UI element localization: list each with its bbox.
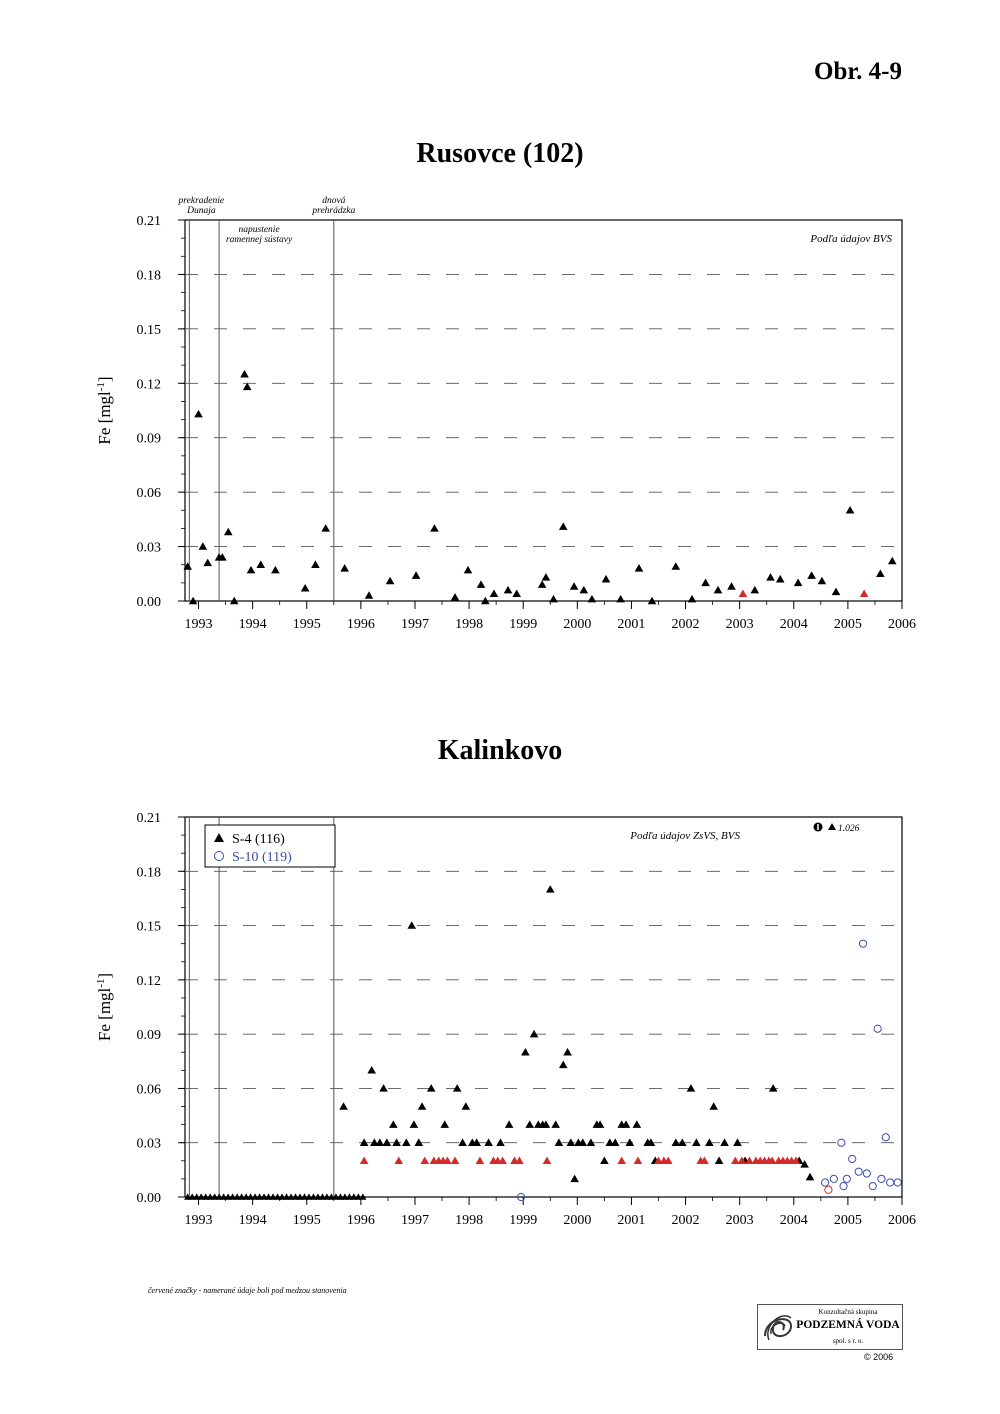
y-tick-label: 0.06 <box>136 486 161 502</box>
x-tick-label: 1998 <box>455 617 484 632</box>
data-point-triangle <box>563 1048 572 1056</box>
data-point-triangle <box>600 1157 609 1165</box>
data-point-triangle <box>430 524 439 532</box>
y-tick-label: 0.06 <box>136 1082 161 1098</box>
data-point-triangle <box>243 383 252 391</box>
data-point-triangle <box>394 1157 403 1165</box>
data-point-triangle <box>496 1138 505 1146</box>
chart-rusovce <box>0 190 1000 660</box>
data-point-triangle <box>340 564 349 572</box>
data-point-triangle <box>678 1138 687 1146</box>
data-point-triangle <box>617 1157 626 1165</box>
data-point-circle <box>894 1179 901 1186</box>
data-point-triangle <box>194 410 203 418</box>
x-tick-label: 1994 <box>238 617 267 632</box>
y-tick-label: 0.09 <box>136 431 161 447</box>
data-point-triangle <box>559 522 568 530</box>
data-point-triangle <box>751 586 760 594</box>
data-point-triangle <box>692 1138 701 1146</box>
data-point-triangle <box>860 589 869 597</box>
data-point-triangle <box>551 1120 560 1128</box>
data-point-triangle <box>224 528 233 536</box>
data-point-triangle <box>360 1138 369 1146</box>
data-point-triangle <box>626 1138 635 1146</box>
data-point-circle <box>882 1134 889 1141</box>
x-tick-label: 1993 <box>184 1213 213 1228</box>
data-point-triangle <box>301 584 310 592</box>
data-point-triangle <box>611 1138 620 1146</box>
data-point-circle <box>874 1025 881 1032</box>
data-point-triangle <box>570 1175 579 1183</box>
data-point-triangle <box>339 1102 348 1110</box>
x-tick-label: 1999 <box>509 617 538 632</box>
data-point-triangle <box>876 569 885 577</box>
legend-label: S-4 (116) <box>232 832 285 847</box>
x-tick-label: 2001 <box>617 1213 646 1228</box>
data-point-triangle <box>538 580 547 588</box>
data-point-triangle <box>311 560 320 568</box>
data-point-triangle <box>727 582 736 590</box>
event-label: Dunaja <box>187 206 216 216</box>
y-tick-label: 0.03 <box>136 540 161 556</box>
data-point-triangle <box>386 577 395 585</box>
chart-kalinkovo <box>0 800 1000 1250</box>
data-point-triangle <box>367 1066 376 1074</box>
data-point-triangle <box>247 566 256 574</box>
x-tick-label: 2002 <box>671 1213 700 1228</box>
data-point-triangle <box>555 1138 564 1146</box>
data-point-triangle <box>451 593 460 601</box>
data-point-triangle <box>402 1138 411 1146</box>
data-point-triangle <box>360 1157 369 1165</box>
data-point-triangle <box>687 1084 696 1092</box>
data-point-triangle <box>549 595 558 603</box>
data-point-triangle <box>530 1030 539 1038</box>
data-point-triangle <box>414 1138 423 1146</box>
data-point-triangle <box>521 1048 530 1056</box>
x-tick-label: 1993 <box>184 617 213 632</box>
data-point-triangle <box>512 589 521 597</box>
data-point-triangle <box>705 1138 714 1146</box>
offscale-value: 1.026 <box>838 824 860 834</box>
data-point-circle <box>859 940 866 947</box>
event-label: napustenie <box>238 225 280 235</box>
plot-frame <box>185 220 902 601</box>
data-point-triangle <box>440 1120 449 1128</box>
plot-frame <box>185 817 902 1197</box>
x-tick-label: 1996 <box>346 617 375 632</box>
x-tick-label: 2002 <box>671 617 700 632</box>
data-point-circle <box>855 1168 862 1175</box>
data-point-triangle <box>462 1102 471 1110</box>
chart-title-kalinkovo: Kalinkovo <box>437 735 563 766</box>
data-point-triangle <box>410 1120 419 1128</box>
y-tick-label: 0.09 <box>136 1028 161 1044</box>
legend-label: S-10 (119) <box>232 850 292 865</box>
x-tick-label: 2005 <box>833 617 862 632</box>
x-tick-label: 2004 <box>779 1213 808 1228</box>
data-point-triangle <box>418 1102 427 1110</box>
data-point-triangle <box>635 564 644 572</box>
data-point-triangle <box>464 566 473 574</box>
data-point-triangle <box>714 586 723 594</box>
data-point-triangle <box>602 575 611 583</box>
data-point-triangle <box>634 1157 643 1165</box>
event-label: ramennej sústavy <box>225 235 293 245</box>
data-point-circle <box>886 1179 893 1186</box>
data-point-circle <box>878 1175 885 1182</box>
company-logo <box>757 1304 903 1350</box>
data-point-triangle <box>588 595 597 603</box>
y-tick-label: 0.18 <box>136 268 161 284</box>
data-point-triangle <box>389 1120 398 1128</box>
x-tick-label: 2000 <box>563 617 592 632</box>
data-point-triangle <box>733 1138 742 1146</box>
x-tick-label: 2000 <box>563 1213 592 1228</box>
x-tick-label: 2006 <box>888 1213 916 1228</box>
data-point-triangle <box>888 557 897 565</box>
y-axis-label: Fe [mgl$^{-1}$] <box>95 972 114 1042</box>
logo-wave-icon <box>761 1308 795 1344</box>
x-tick-label: 2005 <box>833 1213 862 1228</box>
data-point-triangle <box>769 1084 778 1092</box>
y-tick-label: 0.15 <box>136 919 161 935</box>
data-point-triangle <box>688 595 697 603</box>
data-point-triangle <box>567 1138 576 1146</box>
data-point-triangle <box>412 571 421 579</box>
data-point-triangle <box>559 1061 568 1069</box>
x-tick-label: 2001 <box>617 617 646 632</box>
data-point-triangle <box>420 1157 429 1165</box>
data-point-triangle <box>427 1084 436 1092</box>
data-point-triangle <box>846 506 855 514</box>
data-point-triangle <box>525 1120 534 1128</box>
x-tick-label: 1994 <box>238 1213 267 1228</box>
data-point-triangle <box>451 1157 460 1165</box>
data-point-triangle <box>490 589 499 597</box>
data-point-circle <box>863 1170 870 1177</box>
data-point-triangle <box>701 579 710 587</box>
x-tick-label: 1996 <box>346 1213 375 1228</box>
data-point-triangle <box>271 566 280 574</box>
data-point-triangle <box>587 1138 596 1146</box>
logo-line1: Konzultačná skupina <box>818 1308 878 1316</box>
data-point-triangle <box>240 370 249 378</box>
y-tick-label: 0.18 <box>136 865 161 881</box>
data-point-triangle <box>672 562 681 570</box>
data-point-triangle <box>570 582 579 590</box>
data-point-triangle <box>484 1138 493 1146</box>
data-point-circle <box>822 1179 829 1186</box>
copyright: © 2006 <box>864 1352 894 1362</box>
event-label: prekradenie <box>178 196 225 206</box>
x-tick-label: 2003 <box>725 617 754 632</box>
data-point-triangle <box>776 575 785 583</box>
data-point-circle <box>843 1175 850 1182</box>
data-point-triangle <box>203 559 212 567</box>
y-tick-label: 0.21 <box>136 214 161 229</box>
data-point-triangle <box>542 573 551 581</box>
data-point-triangle <box>709 1102 718 1110</box>
data-point-triangle <box>383 1138 392 1146</box>
data-point-triangle <box>477 580 486 588</box>
data-point-triangle <box>739 589 748 597</box>
data-point-triangle <box>818 577 827 585</box>
data-point-triangle <box>256 560 265 568</box>
data-point-triangle <box>504 586 513 594</box>
x-tick-label: 1998 <box>455 1213 484 1228</box>
data-point-triangle <box>806 1173 815 1181</box>
data-point-triangle <box>633 1120 642 1128</box>
data-point-triangle <box>766 573 775 581</box>
y-tick-label: 0.15 <box>136 322 161 338</box>
data-point-circle <box>838 1139 845 1146</box>
x-tick-label: 2004 <box>779 617 808 632</box>
y-tick-label: 0.00 <box>136 595 161 610</box>
data-point-triangle <box>616 595 625 603</box>
y-axis-label: Fe [mgl$^{-1}$] <box>95 376 114 445</box>
data-point-circle <box>869 1183 876 1190</box>
figure-label: Obr. 4-9 <box>814 58 902 85</box>
y-tick-label: 0.03 <box>136 1136 161 1152</box>
data-point-triangle <box>543 1157 552 1165</box>
data-point-triangle <box>715 1157 724 1165</box>
data-point-triangle <box>407 921 416 929</box>
data-point-triangle <box>580 586 589 594</box>
data-point-triangle <box>453 1084 462 1092</box>
footnote: červené značky - namerané údaje boli pod medzou stanovenia <box>148 1286 347 1295</box>
offscale-marker-triangle <box>828 823 836 830</box>
data-point-triangle <box>379 1084 388 1092</box>
x-tick-label: 1999 <box>509 1213 538 1228</box>
data-point-circle <box>830 1175 837 1182</box>
y-tick-label: 0.12 <box>136 973 161 989</box>
x-tick-label: 2003 <box>725 1213 754 1228</box>
x-tick-label: 1997 <box>400 1213 429 1228</box>
data-point-triangle <box>458 1138 467 1146</box>
data-point-triangle <box>376 1138 385 1146</box>
x-tick-label: 1997 <box>400 617 429 632</box>
data-point-circle <box>825 1186 832 1193</box>
data-point-circle <box>849 1155 856 1162</box>
data-point-triangle <box>546 885 555 893</box>
x-tick-label: 2006 <box>888 617 916 632</box>
source-note: Podľa údajov ZsVS, BVS <box>630 830 740 842</box>
logo-name: PODZEMNÁ VODA <box>796 1319 900 1331</box>
event-label: dnová <box>322 196 346 206</box>
data-point-triangle <box>321 524 330 532</box>
y-tick-label: 0.12 <box>136 377 161 393</box>
x-tick-label: 1995 <box>292 617 321 632</box>
data-point-triangle <box>199 542 208 550</box>
data-point-triangle <box>392 1138 401 1146</box>
data-point-triangle <box>720 1138 729 1146</box>
data-point-triangle <box>505 1120 514 1128</box>
source-note: Podľa údajov BVS <box>810 233 892 245</box>
data-point-triangle <box>794 579 803 587</box>
data-point-triangle <box>476 1157 485 1165</box>
data-point-circle <box>840 1183 847 1190</box>
y-tick-label: 0.00 <box>136 1191 161 1206</box>
data-point-triangle <box>365 591 374 599</box>
chart-title-rusovce: Rusovce (102) <box>416 138 584 169</box>
x-tick-label: 1995 <box>292 1213 321 1228</box>
event-label: prehrádzka <box>312 206 356 216</box>
data-point-triangle <box>807 571 816 579</box>
logo-line3: spol. s r. o. <box>832 1337 864 1345</box>
data-point-triangle <box>832 588 841 596</box>
y-tick-label: 0.21 <box>136 811 161 826</box>
